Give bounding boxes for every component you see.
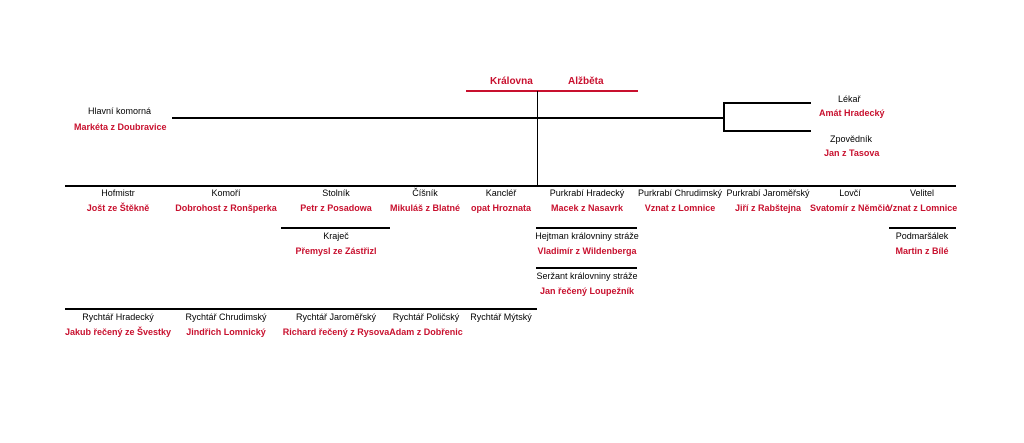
queen-underline [466, 90, 638, 92]
official-name: Vznat z Lomnice [886, 203, 958, 213]
hejtman-line [536, 227, 637, 229]
official-name: Vznat z Lomnice [644, 203, 716, 213]
reeve-mytsky [446, 312, 556, 327]
sub-official-name: Martin z Bílé [895, 246, 949, 256]
court-line [172, 117, 724, 119]
reeve-role: Rychtář Mýtský [470, 312, 532, 322]
reeves-line [65, 308, 537, 310]
sub-official-serzant [532, 271, 642, 296]
sub-official-name: Vladimír z Wildenberga [537, 246, 637, 256]
official-role: Purkrabí Jaroměřský [726, 188, 810, 198]
official-role: Purkrabí Chrudimský [637, 188, 723, 198]
official-role: Hofmistr [101, 188, 135, 198]
physician-role: Lékař [838, 94, 861, 104]
official-komori [171, 188, 281, 213]
official-velitel [867, 188, 977, 213]
officials-line [65, 185, 956, 187]
sub-official-role: Podmaršálek [895, 231, 949, 241]
right-bracket-vertical [723, 102, 725, 132]
sub-official-role: Kraječ [323, 231, 349, 241]
official-name: opat Hroznata [470, 203, 531, 213]
official-name: Petr z Posadowa [300, 203, 372, 213]
official-name: Svatomír z Němčic [809, 203, 891, 213]
official-name: Dobrohost z Ronšperka [175, 203, 277, 213]
sub-official-hejtman [532, 231, 642, 256]
official-role: Stolník [322, 188, 350, 198]
official-name: Jošt ze Štěkně [86, 203, 150, 213]
reeve-role: Rychtář Jaroměřský [295, 312, 376, 322]
reeve-role: Rychtář Poličský [392, 312, 460, 322]
left-court-name: Markéta z Doubravice [74, 122, 167, 132]
official-role: Lovčí [839, 188, 861, 198]
sub-official-krajec [281, 231, 391, 256]
official-role: Purkrabí Hradecký [549, 188, 625, 198]
sub-official-name: Jan řečený Loupežník [539, 286, 635, 296]
reeve-name: Jakub řečený ze Švestky [64, 327, 172, 337]
sub-official-role: Hejtman královniny stráže [535, 231, 639, 241]
reeve-name: Adam z Dobřenic [389, 327, 463, 337]
sub-official-role: Seržant královniny stráže [536, 271, 638, 281]
reeve-hradecky [63, 312, 173, 337]
official-hofmistr [63, 188, 173, 213]
krajec-line [281, 227, 390, 229]
reeve-role: Rychtář Hradecký [82, 312, 154, 322]
right-bracket-top [723, 102, 811, 104]
official-role: Číšník [412, 188, 438, 198]
sub-official-podmarsalek [867, 231, 977, 256]
reeve-name: Jindřich Lomnický [186, 327, 266, 337]
serzant-line [536, 267, 637, 269]
confessor-role: Zpovědník [830, 134, 873, 144]
queen-name: Alžběta [568, 76, 604, 87]
right-bracket-bottom [723, 130, 811, 132]
reeve-chrudimsky [171, 312, 281, 337]
queen-title: Královna [490, 76, 533, 87]
official-role: Velitel [909, 188, 935, 198]
official-role: Komoří [211, 188, 241, 198]
official-role: Kancléř [485, 188, 517, 198]
podmarsalek-line [889, 227, 956, 229]
reeve-role: Rychtář Chrudimský [185, 312, 267, 322]
official-name: Mikuláš z Blatné [389, 203, 461, 213]
reeve-name: Richard řečený z Rysova [282, 327, 390, 337]
queen-trunk-line [537, 91, 538, 187]
left-court-role: Hlavní komorná [88, 106, 152, 116]
physician-name: Amát Hradecký [819, 108, 885, 118]
official-name: Jiří z Rabštejna [734, 203, 802, 213]
official-name: Macek z Nasavrk [550, 203, 624, 213]
confessor-name: Jan z Tasova [824, 148, 880, 158]
sub-official-name: Přemysl ze Zástřizl [295, 246, 377, 256]
